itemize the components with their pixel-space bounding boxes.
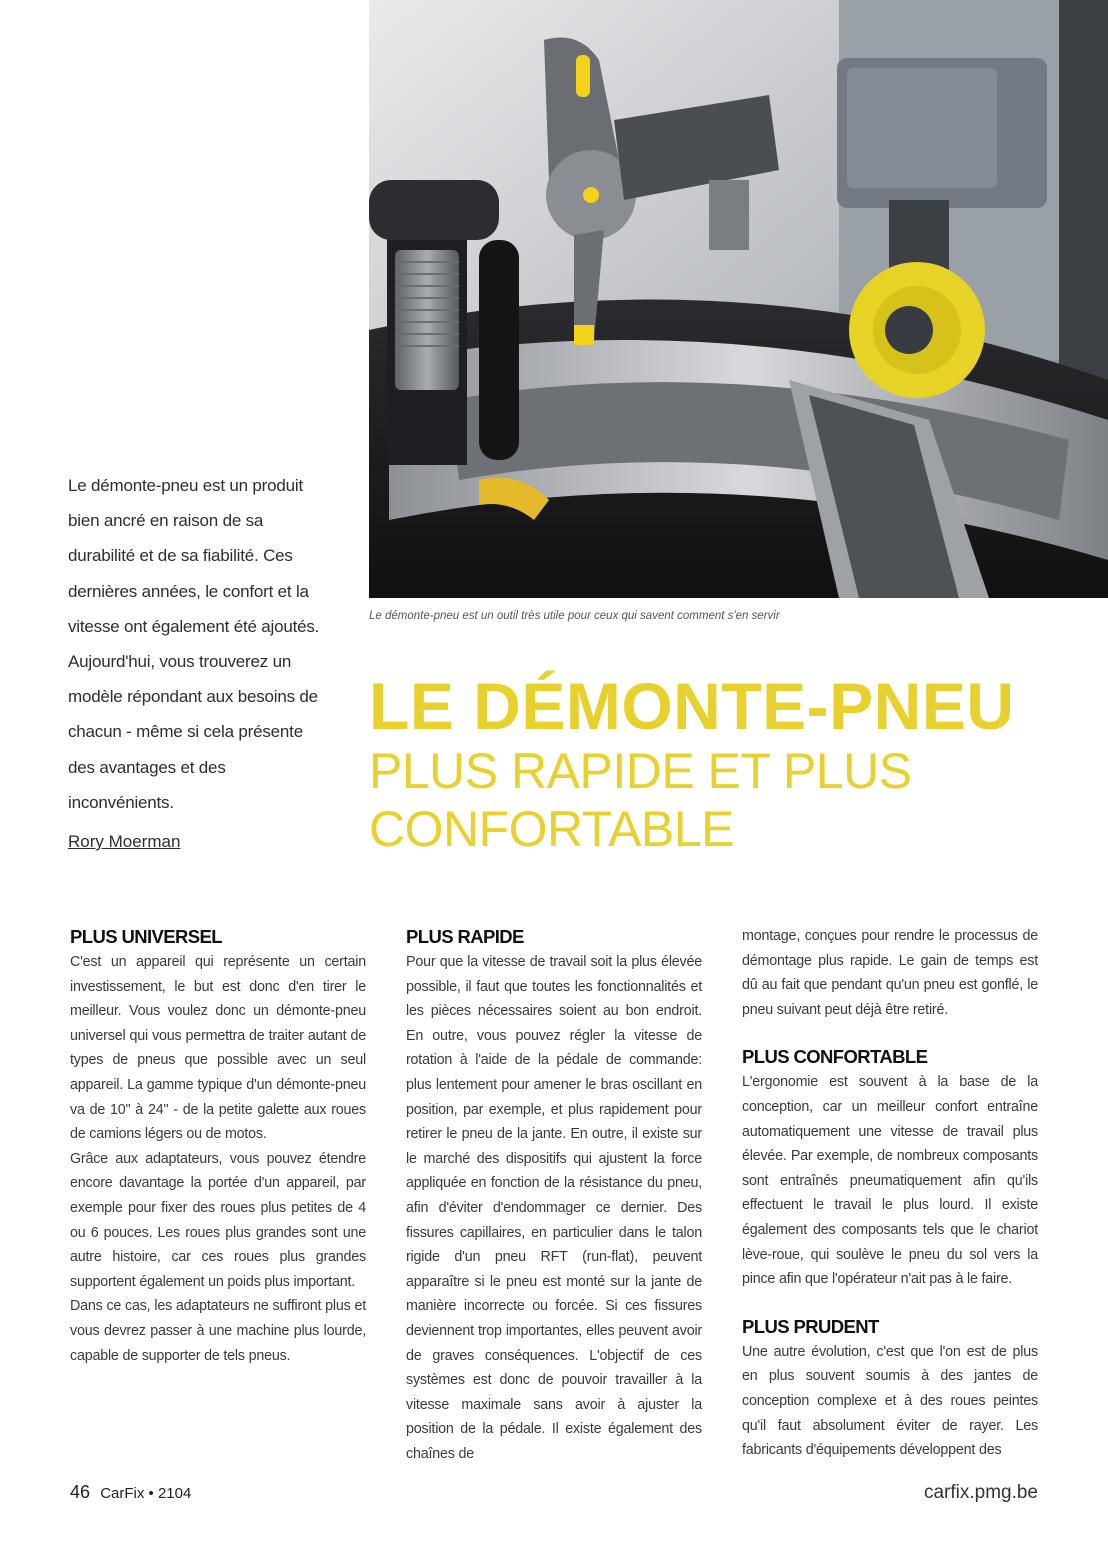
magazine-issue: CarFix • 2104 [100,1485,192,1502]
lead-paragraph: Le démonte-pneu est un produit bien ancré en raison de sa durabilité et de sa fiabilité. Ces dernières années, le confort et la vitesse ont également été ajoutés. Aujourd'hui, vous trouverez un modèle répondant aux besoins de chacun - même si cela présente des avantages et des inconvénients. [68,476,320,812]
column-3-paragraph-1: L'ergonomie est souvent à la base de la conception, car un meilleur confort entraîne automatiquement une vitesse de travail plus élevée. Par exemple, de nombreux composants sont entraînés pneumatiquement afin qu'ils effectuent le travail le plus lourd. Il existe également des composants tels que le chariot lève-roue, qui soulève le pneu du sol vers la pince afin que l'opérateur n'ait pas à le faire. [742,1074,1038,1288]
article-subtitle: PLUS RAPIDE ET PLUS CONFORTABLE [369,743,912,857]
column-3-paragraph-2: Une autre évolution, c'est que l'on est de plus en plus souvent soumis à des jantes de conception complexe et à des roues peintes qu'il faut absolument éviter de rayer. Les fabricants d'équipements développent des [742,1343,1038,1459]
section-heading-confortable: PLUS CONFORTABLE [742,1046,928,1068]
column-2-paragraph-1: Pour que la vitesse de travail soit la plus élevée possible, il faut que toutes les fonctionnalités et les pièces nécessaires soient au bon endroit. En outre, vous pouvez régler la vitesse de rotation à l'aide de la pédale de commande: plus lentement pour amener le bras oscillant en position, par exemple, et plus rapidement pour retirer le pneu de la jante. En outre, il existe sur le marché des dispositifs qui ajustent la force appliquée en fonction de la résistance du pneu, afin d'éviter d'endommager ce dernier. Des fissures capillaires, en particulier dans le talon rigide d'un pneu RFT (run-flat), peuvent apparaître si le pneu est monté sur la jante de manière incorrecte ou forcée. Si ces fissures deviennent trop importantes, elles peuvent avoir de graves conséquences. L'objectif de ces systèmes est donc de pouvoir travailler à la vitesse maximale sans avoir à ajuster la position de la pédale. Il existe également des chaînes de [406,954,702,1462]
column-3-paragraph-0: montage, conçues pour rendre le processus de démontage plus rapide. Le gain de temps est dû au fait que pendant qu'un pneu est gonflé, le pneu suivant peut déjà être retiré. [742,928,1038,1018]
section-heading-universel: PLUS UNIVERSEL [70,926,222,947]
section-heading-prudent: PLUS PRUDENT [742,1315,879,1337]
photo-caption: Le démonte-pneu est un outil très utile pour ceux qui savent comment s'en servir [369,610,780,622]
column-1-paragraph-3: Dans ce cas, les adaptateurs ne suffiront plus et vous devrez passer à une machine plus lourde, capable de supporter de tels pneus. [70,1298,366,1364]
tire-changer-photo [369,0,1108,598]
section-heading-rapide: PLUS RAPIDE [406,926,524,947]
page-number: 46 [70,1482,91,1502]
column-1-paragraph-2: Grâce aux adaptateurs, vous pouvez étendre encore davantage la portée d'un appareil, par exemple pour fixer des roues plus petites de 4 ou 6 pouces. Les roues plus grandes sont une autre histoire, car ces roues plus grandes supportent également un poids plus important. [70,1150,366,1290]
article-title: LE DÉMONTE-PNEU [369,669,1015,743]
column-3 [742,924,1038,1463]
column-1-paragraph-1: C'est un appareil qui représente un certain investissement, le but est donc d'en tirer le meilleur. Vous voulez donc un démonte-pneu universel qui vous permettra de traiter autant de types de pneus que possible avec un seul appareil. La gamme typique d'un démonte-pneu va de 10" à 24" - de la petite galette aux roues de camions légers ou de motos. [70,954,366,1143]
footer-left [70,1482,191,1503]
column-2 [406,924,702,1466]
column-1 [70,924,366,1368]
footer-url[interactable]: carfix.pmg.be [923,1482,1038,1503]
author-name: Rory Moerman [68,832,181,851]
